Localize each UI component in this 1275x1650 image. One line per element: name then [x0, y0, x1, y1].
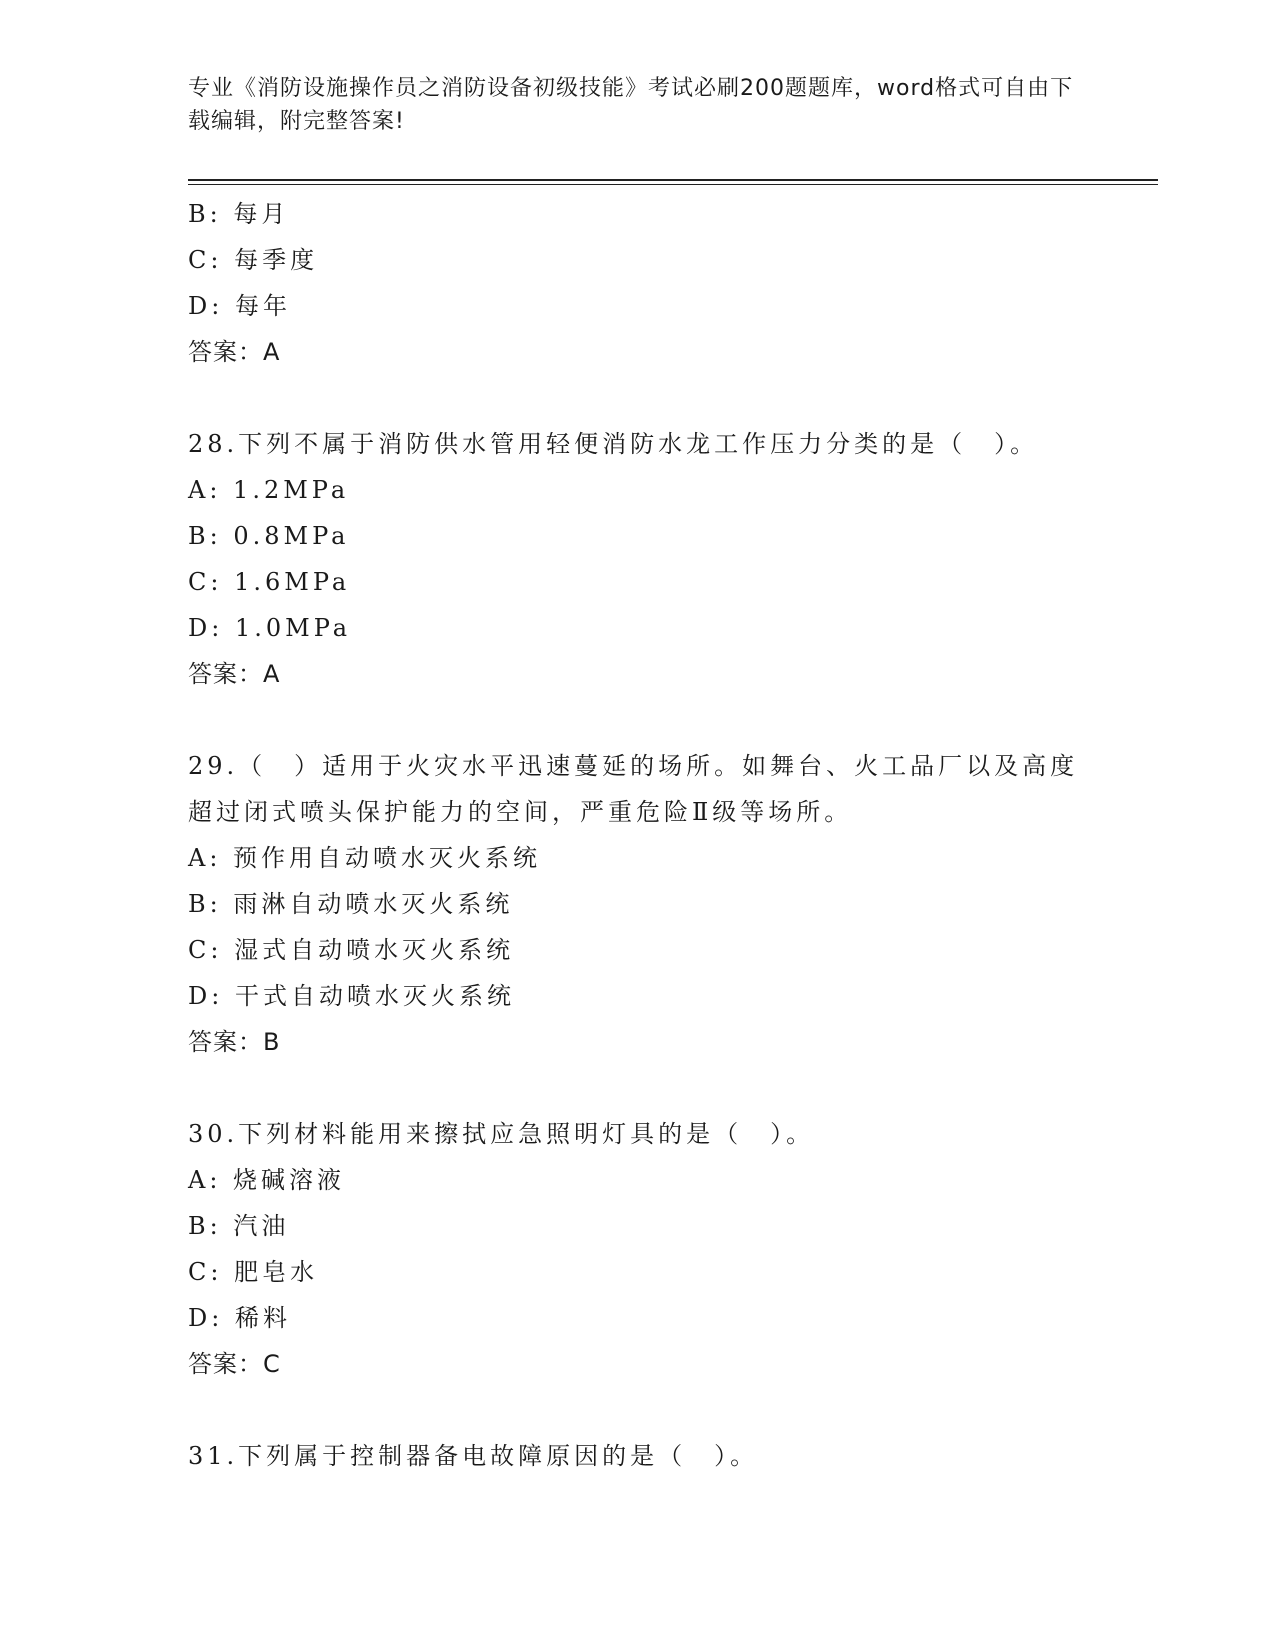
option-b: B: 每月: [188, 200, 290, 228]
question-stem: 31.下列属于控制器备电故障原因的是（ ）。: [188, 1442, 759, 1470]
question-28: [188, 421, 1088, 697]
option-a: A: 1.2MPa: [188, 476, 350, 504]
option-b: B: 雨淋自动喷水灭火系统: [188, 890, 514, 918]
option-b: B: 0.8MPa: [188, 522, 350, 550]
spacer: [188, 375, 1088, 421]
header-divider-thin: [188, 184, 1158, 185]
page-header: 专业《消防设施操作员之消防设备初级技能》考试必刷200题题库，word格式可自由下载编辑，附完整答案!: [188, 76, 1074, 134]
option-c: C: 湿式自动喷水灭火系统: [188, 936, 515, 964]
answer: 答案：B: [188, 1028, 281, 1056]
question-stem: 28.下列不属于消防供水管用轻便消防水龙工作压力分类的是（ ）。: [188, 430, 1039, 458]
option-c: C: 1.6MPa: [188, 568, 351, 596]
question-29: [188, 743, 1088, 1065]
option-d: D: 每年: [188, 292, 291, 320]
header-divider: [188, 179, 1158, 181]
option-c: C: 肥皂水: [188, 1258, 319, 1286]
option-b: B: 汽油: [188, 1212, 290, 1240]
answer: 答案：A: [188, 338, 281, 366]
question-31: [188, 1433, 1088, 1479]
option-d: D: 稀料: [188, 1304, 291, 1332]
option-a: A: 烧碱溶液: [188, 1166, 346, 1194]
spacer: [188, 697, 1088, 743]
question-stem: 30.下列材料能用来擦拭应急照明灯具的是（ ）。: [188, 1120, 815, 1148]
spacer: [188, 1065, 1088, 1111]
option-a: A: 预作用自动喷水灭火系统: [188, 844, 542, 872]
spacer: [188, 1387, 1088, 1433]
question-30: [188, 1111, 1088, 1387]
option-c: C: 每季度: [188, 246, 319, 274]
answer: 答案：C: [188, 1350, 281, 1378]
question-stem: 29.（ ）适用于火灾水平迅速蔓延的场所。如舞台、火工品厂以及高度超过闭式喷头保护能力的空间，严重危险Ⅱ级等场所。: [188, 752, 1079, 826]
answer: 答案：A: [188, 660, 281, 688]
question-list: [188, 191, 1088, 1479]
question-27-continued: [188, 191, 1088, 375]
option-d: D: 1.0MPa: [188, 614, 352, 642]
option-d: D: 干式自动喷水灭火系统: [188, 982, 515, 1010]
